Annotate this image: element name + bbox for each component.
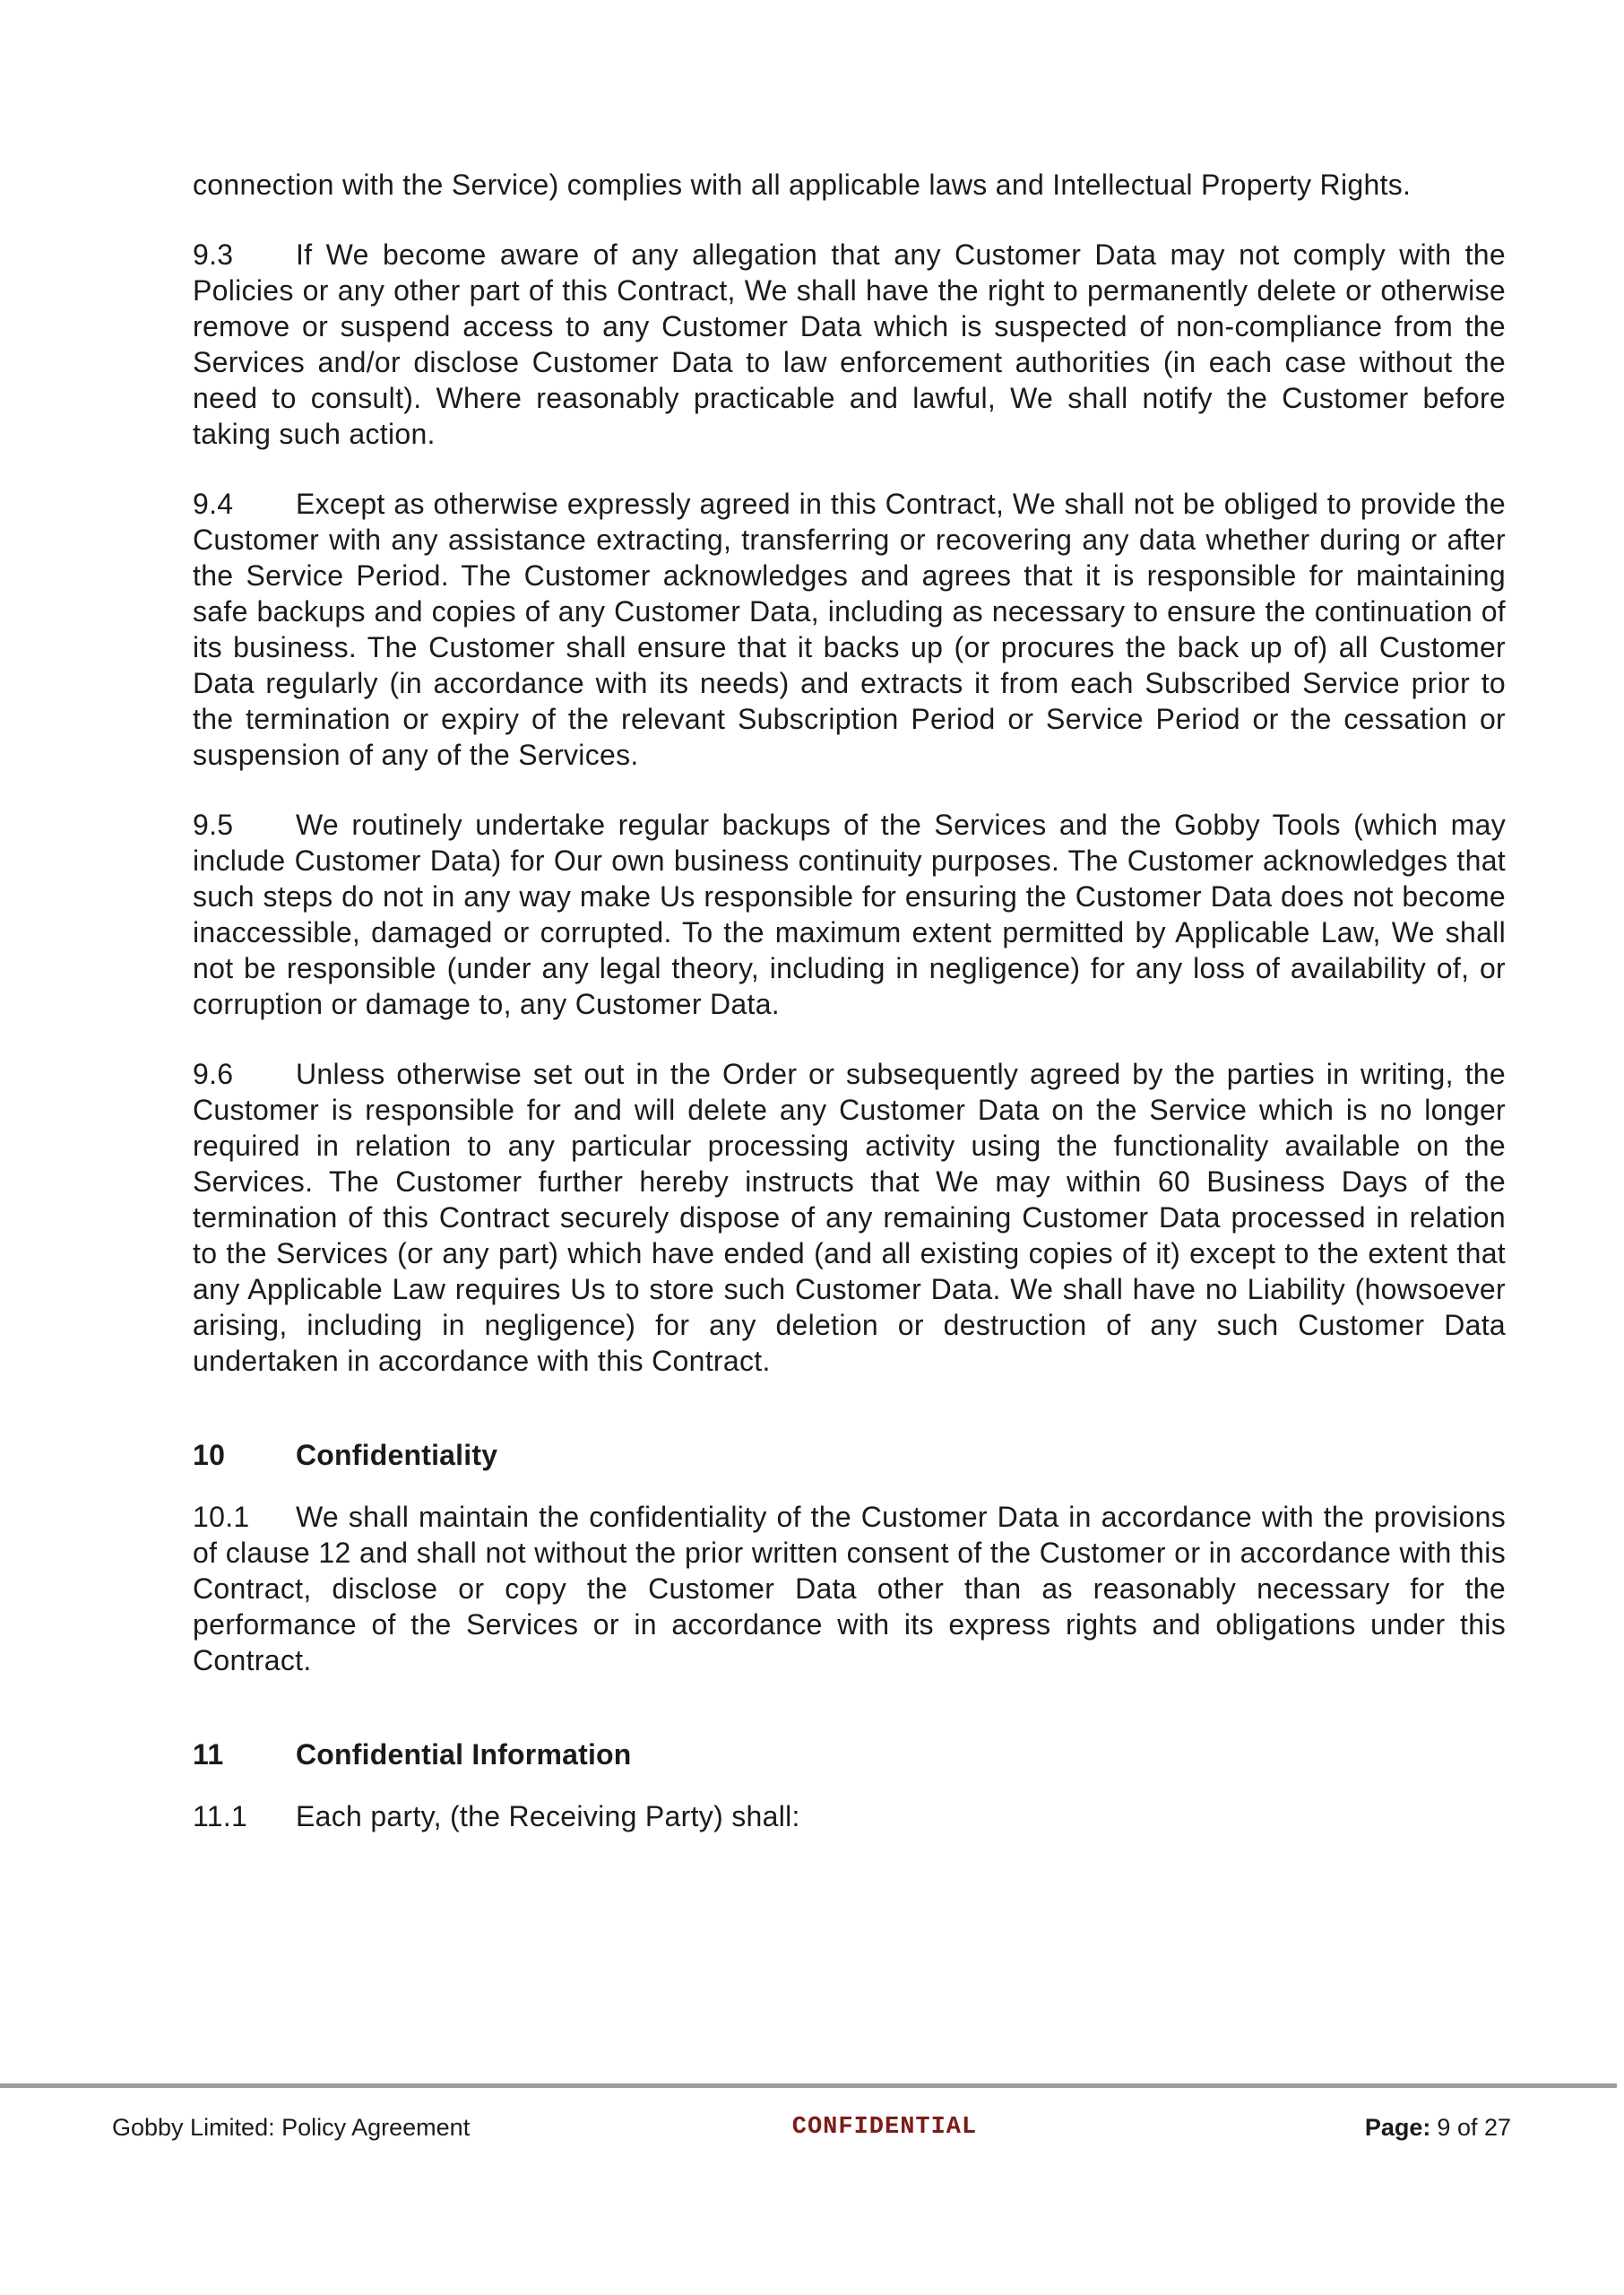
paragraph-text: We shall maintain the confidentiality of the Customer Data in accordance with the provisions of clause 12 and shall not without the prior written consent of the Customer or in accordance with this Contract, disclose or copy the Customer Data other than as reasonably necessary for the performance of the Services or in accordance with its express rights and obligations under this Contract.: [193, 1501, 1506, 1676]
paragraph-11-1: [193, 1798, 1506, 1834]
paragraph-9-4: [193, 486, 1506, 773]
clause-number: 9.3: [193, 238, 234, 271]
paragraph-9-6: [193, 1056, 1506, 1379]
section-title: Confidential Information: [296, 1738, 632, 1771]
page-label: Page:: [1364, 2114, 1431, 2141]
paragraph-text: Except as otherwise expressly agreed in this Contract, We shall not be obliged to provide the Customer with any assistance extracting, transferring or recovering any data whether during or after the Service Period. The Customer acknowledges and agrees that it is responsible for maintaining safe backups and copies of any Customer Data, including as necessary to ensure the continuation of its business. The Customer shall ensure that it backs up (or procures the back up of) all Customer Data regularly (in accordance with its needs) and extracts it from each Subscribed Service prior to the termination or expiry of the relevant Subscription Period or Service Period or the cessation or suspension of any of the Services.: [193, 488, 1506, 771]
paragraph-continued: [193, 167, 1506, 203]
document-content: [193, 167, 1506, 1868]
paragraph-text: Unless otherwise set out in the Order or subsequently agreed by the parties in writing, the Customer is responsible for and will delete any Customer Data on the Service which is no longer required in relation to any particular processing activity using the functionality available on the Services. The Customer further hereby instructs that We may within 60 Business Days of the termination of this Contract securely dispose of any remaining Customer Data processed in relation to the Services (or any part) which have ended (and all existing copies of it) except to the extent that any Applicable Law requires Us to store such Customer Data. We shall have no Liability (howsoever arising, including in negligence) for any deletion or destruction of any such Customer Data undertaken in accordance with this Contract.: [193, 1058, 1506, 1377]
clause-number: 9.4: [193, 488, 234, 520]
paragraph-text: Each party, (the Receiving Party) shall:: [296, 1800, 800, 1832]
paragraph-10-1: [193, 1499, 1506, 1678]
page-value: 9 of 27: [1437, 2114, 1511, 2141]
paragraph-text: We routinely undertake regular backups of the Services and the Gobby Tools (which may include Customer Data) for Our own business continuity purposes. The Customer acknowledges that such steps do not in any way make Us responsible for ensuring the Customer Data does not become inaccessible, damaged or corrupted. To the maximum extent permitted by Applicable Law, We shall not be responsible (under any legal theory, including in negligence) for any loss of availability of, or corruption or damage to, any Customer Data.: [193, 809, 1506, 1020]
section-title: Confidentiality: [296, 1439, 498, 1471]
paragraph-9-3: [193, 237, 1506, 452]
confidential-stamp: CONFIDENTIAL: [791, 2114, 978, 2141]
footer-divider: [0, 2083, 1617, 2088]
section-number: 11: [193, 1738, 224, 1771]
paragraph-9-5: [193, 807, 1506, 1022]
clause-number: 9.5: [193, 809, 234, 841]
footer-document-title: Gobby Limited: Policy Agreement: [112, 2114, 471, 2141]
paragraph-text: connection with the Service) complies with all applicable laws and Intellectual Property Rights.: [193, 169, 1412, 201]
section-heading-10: [193, 1436, 1506, 1474]
clause-number: 11.1: [193, 1800, 248, 1832]
clause-number: 9.6: [193, 1058, 234, 1090]
clause-number: 10.1: [193, 1501, 250, 1533]
section-number: 10: [193, 1439, 226, 1471]
paragraph-text: If We become aware of any allegation that any Customer Data may not comply with the Policies or any other part of this Contract, We shall have the right to permanently delete or otherwise remove or suspend access to any Customer Data which is suspected of non-compliance from the Services and/or disclose Customer Data to law enforcement authorities (in each case without the need to consult). Where reasonably practicable and lawful, We shall notify the Customer before taking such action.: [193, 238, 1506, 450]
section-heading-11: [193, 1736, 1506, 1773]
footer-page-number: [1365, 2112, 1511, 2143]
